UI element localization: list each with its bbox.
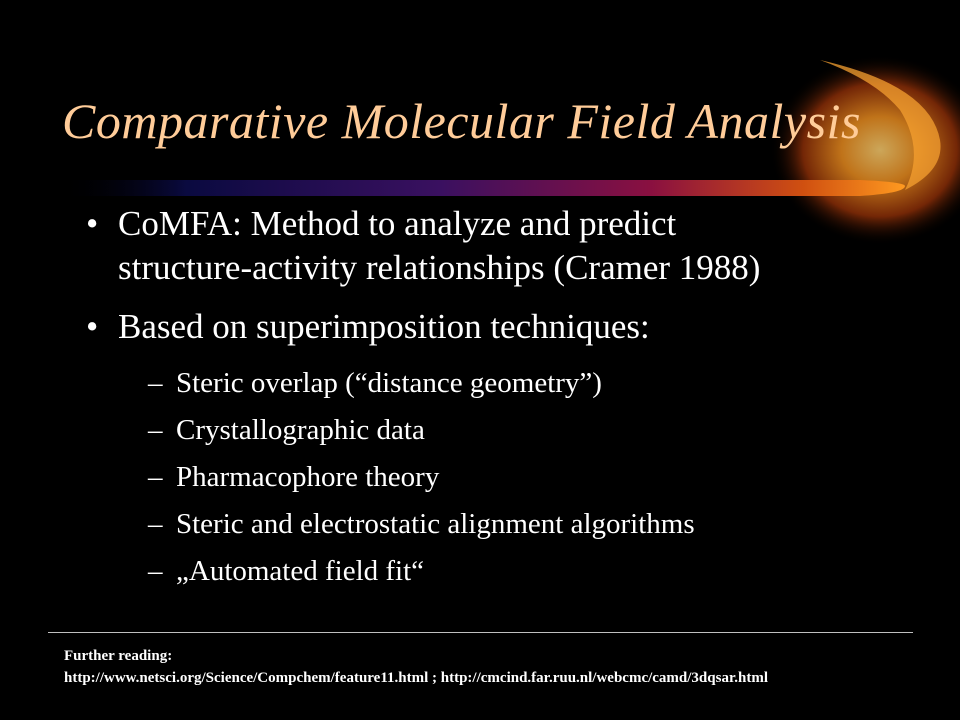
- dash-marker: –: [148, 367, 163, 399]
- sub-bullet-list: [148, 366, 928, 601]
- bullet-item: [86, 202, 926, 290]
- sub-bullet-text: Steric and electrostatic alignment algorithms: [176, 508, 695, 540]
- footer-label: Further reading:: [64, 648, 173, 664]
- sub-bullet-text: Crystallographic data: [176, 414, 425, 446]
- bullet-text-line: Based on superimposition techniques:: [118, 307, 650, 346]
- dash-marker: –: [148, 461, 163, 493]
- sub-bullet-item: [148, 413, 928, 447]
- footer-links[interactable]: http://www.netsci.org/Science/Compchem/feature11.html ; http://cmcind.far.ruu.nl/webcmc/camd/3dqsar.html: [64, 670, 768, 686]
- sub-bullet-item: [148, 507, 928, 541]
- sub-bullet-text: Pharmacophore theory: [176, 461, 440, 493]
- sub-bullet-item: [148, 554, 928, 588]
- sub-bullet-item: [148, 366, 928, 400]
- sub-bullet-text: „Automated field fit“: [176, 555, 425, 587]
- dash-marker: –: [148, 414, 163, 446]
- bullet-item: [86, 305, 926, 349]
- bullet-text-line: structure-activity relationships (Cramer 1988): [118, 248, 761, 287]
- bullet-marker: •: [86, 307, 99, 346]
- slide-title: Comparative Molecular Field Analysis: [62, 93, 861, 149]
- footer-divider: [48, 632, 913, 633]
- footer: [64, 645, 768, 689]
- bullet-marker: •: [86, 204, 99, 243]
- dash-marker: –: [148, 555, 163, 587]
- bullet-text-line: CoMFA: Method to analyze and predict: [118, 204, 677, 243]
- dash-marker: –: [148, 508, 163, 540]
- bullet-list: [86, 202, 926, 364]
- sub-bullet-item: [148, 460, 928, 494]
- sub-bullet-text: Steric overlap (“distance geometry”): [176, 367, 602, 399]
